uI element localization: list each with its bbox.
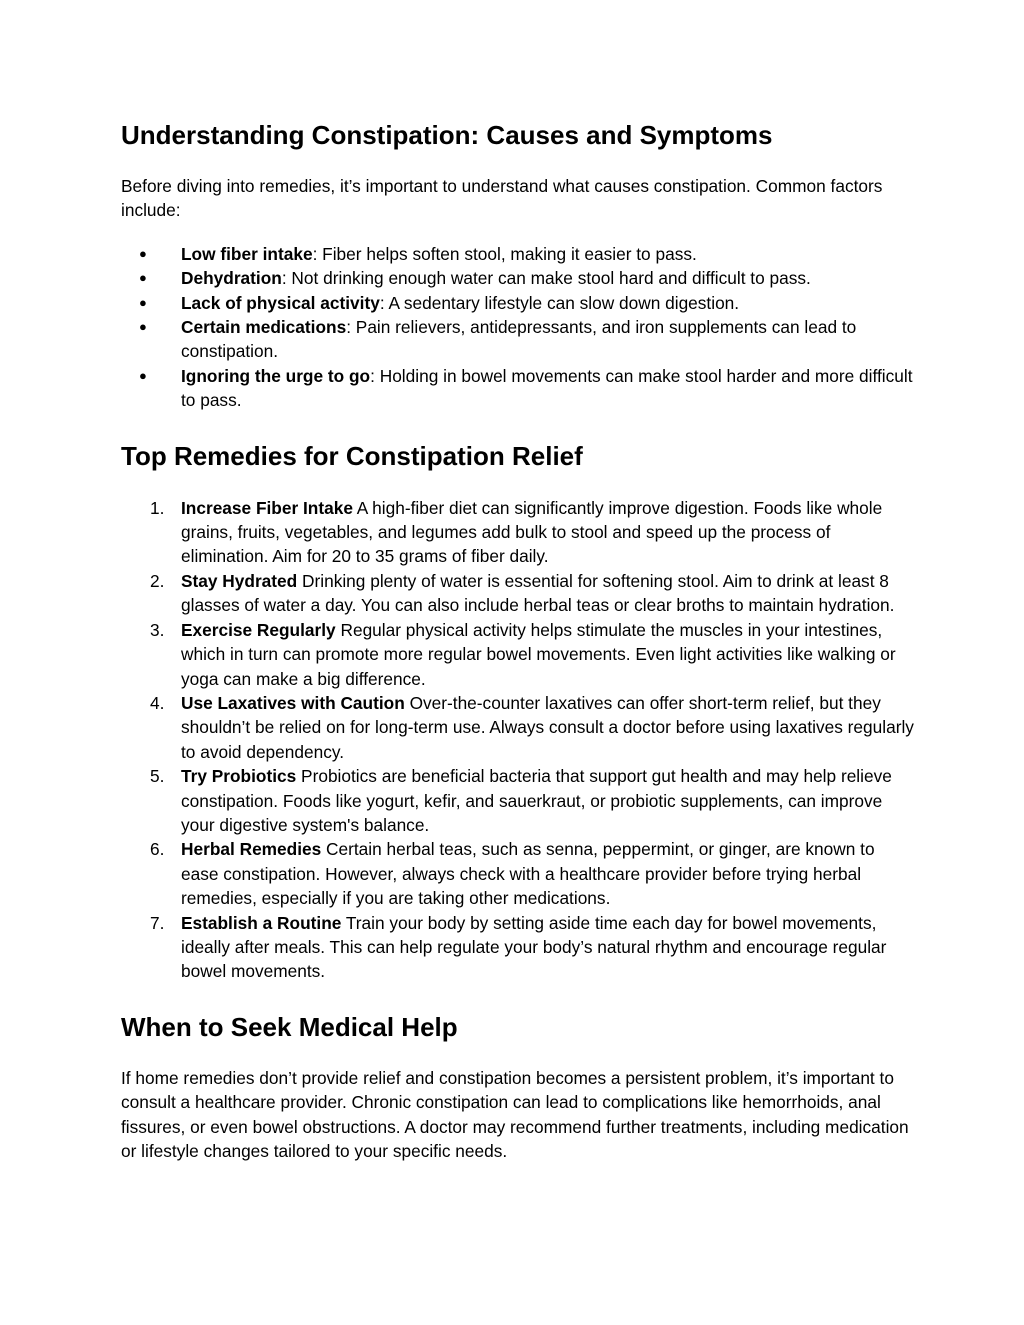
item-text: : Not drinking enough water can make stool hard and difficult to pass. [281, 268, 811, 289]
list-number: 7. [150, 912, 165, 933]
item-term: Use Laxatives with Caution [181, 692, 405, 713]
item-text: : Holding in bowel movements can make stool harder and more difficult to pass. [181, 365, 913, 411]
bullet-icon: ● [139, 294, 147, 310]
bullet-icon: ● [139, 319, 147, 335]
item-term: Increase Fiber Intake [181, 497, 353, 518]
item-text: Drinking plenty of water is essential for softening stool. Aim to drink at least 8 glasses of water a day. You can also include herbal teas or clear broths to maintain hydration. [181, 570, 895, 616]
causes-list [121, 242, 914, 413]
intro-paragraph: Before diving into remedies, it’s important to understand what causes constipation. Common factors include: [121, 176, 883, 221]
list-item [121, 364, 914, 413]
list-item [121, 911, 914, 984]
item-text: Certain herbal teas, such as senna, peppermint, or ginger, are known to ease constipation. However, always check with a healthcare provider before trying herbal remedies, especially if you are taking other medications. [181, 839, 875, 909]
bullet-icon: ● [139, 245, 147, 261]
list-number: 1. [150, 497, 165, 518]
remedies-list [121, 496, 914, 984]
item-text: : Pain relievers, antidepressants, and iron supplements can lead to constipation. [181, 317, 857, 362]
bullet-icon: ● [139, 270, 147, 286]
list-item [121, 764, 914, 837]
list-item [121, 315, 914, 364]
item-term: Dehydration [181, 268, 282, 289]
list-item [121, 569, 914, 618]
item-term: Stay Hydrated [181, 570, 298, 591]
item-text: Train your body by setting aside time each day for bowel movements, ideally after meals. This can help regulate your body’s natural rhythm and encourage regular bowel movements. [181, 912, 887, 982]
item-term: Certain medications [181, 317, 347, 338]
item-term: Ignoring the urge to go [181, 365, 371, 386]
list-item [121, 266, 914, 290]
item-text: Over-the-counter laxatives can offer short-term relief, but they shouldn’t be relied on for long-term use. Always consult a doctor before using laxatives regularly to avoid dependency. [181, 692, 914, 762]
item-text: A high-fiber diet can significantly improve digestion. Foods like whole grains, fruits, vegetables, and legumes add bulk to stool and speed up the process of elimination. Aim for 20 to 35 grams of fiber daily. [181, 497, 883, 567]
list-number: 6. [150, 839, 165, 860]
item-text: : Fiber helps soften stool, making it easier to pass. [312, 243, 697, 264]
item-term: Herbal Remedies [181, 839, 322, 860]
list-number: 3. [150, 619, 165, 640]
item-term: Lack of physical activity [181, 292, 380, 313]
list-item [121, 618, 914, 691]
list-number: 4. [150, 692, 165, 713]
list-item [121, 291, 914, 315]
list-number: 2. [150, 570, 165, 591]
item-text: Regular physical activity helps stimulate the muscles in your intestines, which in turn can promote more regular bowel movements. Even light activities like walking or yoga can make a big difference. [181, 619, 896, 689]
bullet-icon: ● [139, 367, 147, 383]
list-item [121, 242, 914, 266]
heading-remedies: Top Remedies for Constipation Relief [121, 440, 583, 471]
list-item [121, 496, 914, 569]
item-term: Try Probiotics [181, 766, 297, 787]
medical-help-paragraph: If home remedies don’t provide relief and constipation becomes a persistent problem, it’s important to consult a healthcare provider. Chronic constipation can lead to complications like hemorrhoids, anal fissures, or even bowel obstructions. A doctor may recommend further treatments, including medication or lifestyle changes tailored to your specific needs. [121, 1067, 909, 1161]
item-text: Probiotics are beneficial bacteria that support gut health and may help relieve constipation. Foods like yogurt, kefir, and sauerkraut, or probiotic supplements, can improve your digestive system's balance. [181, 766, 892, 835]
list-item [121, 691, 914, 764]
heading-medical-help: When to Seek Medical Help [121, 1011, 458, 1042]
item-term: Low fiber intake [181, 243, 313, 264]
item-term: Exercise Regularly [181, 619, 336, 640]
heading-causes: Understanding Constipation: Causes and Symptoms [121, 120, 773, 150]
item-term: Establish a Routine [181, 912, 342, 933]
list-item [121, 837, 914, 910]
item-text: : A sedentary lifestyle can slow down digestion. [379, 292, 740, 313]
list-number: 5. [150, 766, 165, 787]
